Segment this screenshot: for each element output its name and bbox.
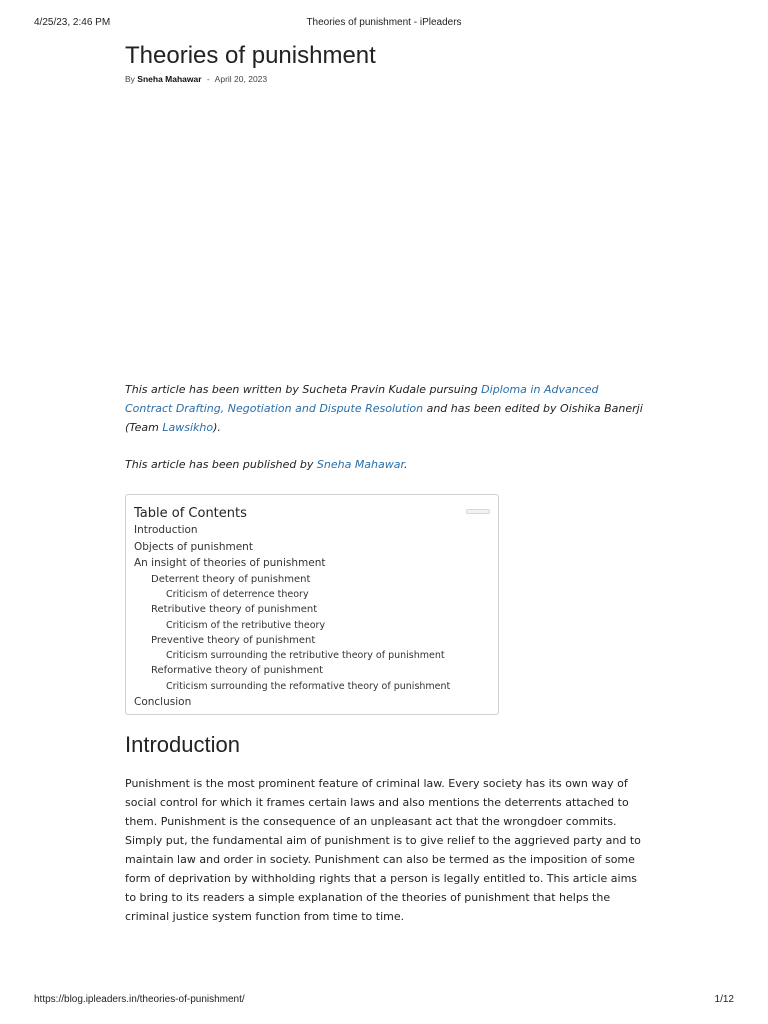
byline bbox=[125, 74, 645, 84]
toc-item[interactable]: Objects of punishment bbox=[134, 540, 253, 553]
toc-toggle-button[interactable] bbox=[466, 509, 490, 514]
print-footer bbox=[34, 994, 734, 1008]
article-credits bbox=[125, 380, 645, 474]
published-by-text: . bbox=[404, 458, 408, 471]
credits-text: and has been edited by Oishika Banerji (Team bbox=[125, 402, 643, 434]
toc-header bbox=[134, 502, 490, 522]
toc-item[interactable]: Criticism surrounding the reformative theory of punishment bbox=[166, 680, 451, 692]
section-heading: Introduction bbox=[125, 732, 240, 757]
toc-item[interactable]: Conclusion bbox=[134, 695, 192, 708]
print-header bbox=[34, 17, 734, 31]
toc-item[interactable]: Introduction bbox=[134, 524, 198, 536]
toc-item[interactable]: Deterrent theory of punishment bbox=[151, 573, 311, 585]
print-url: https://blog.ipleaders.in/theories-of-punishment/ bbox=[34, 994, 245, 1005]
introduction-section bbox=[125, 730, 645, 926]
course-link[interactable]: Diploma in Advanced Contract Drafting, Negotiation and Dispute Resolution bbox=[125, 383, 599, 415]
toc-item[interactable]: Criticism of deterrence theory bbox=[166, 589, 309, 600]
lawsikho-link[interactable]: Lawsikho bbox=[162, 421, 214, 434]
toc-item[interactable]: Criticism of the retributive theory bbox=[166, 619, 326, 631]
article-header bbox=[125, 40, 645, 84]
toc-item[interactable]: Criticism surrounding the retributive theory of punishment bbox=[166, 650, 445, 661]
author-link[interactable]: Sneha Mahawar bbox=[137, 74, 202, 84]
toc-list bbox=[134, 522, 490, 710]
table-of-contents bbox=[125, 494, 499, 715]
toc-item[interactable]: An insight of theories of punishment bbox=[134, 557, 326, 569]
credits-text: This article has been written by Sucheta Pravin Kudale pursuing bbox=[125, 383, 482, 396]
print-page-title: Theories of punishment - iPleaders bbox=[306, 17, 462, 28]
byline-prefix: By bbox=[125, 74, 135, 84]
credits-text: ). bbox=[213, 421, 221, 434]
credits-paragraph bbox=[125, 380, 645, 437]
print-timestamp: 4/25/23, 2:46 PM bbox=[34, 17, 111, 28]
toc-item[interactable]: Preventive theory of punishment bbox=[151, 634, 316, 646]
published-by-text: This article has been published by bbox=[125, 458, 317, 471]
publish-date: April 20, 2023 bbox=[214, 74, 268, 84]
page-number: 1/12 bbox=[714, 994, 734, 1005]
toc-item[interactable]: Retributive theory of punishment bbox=[151, 604, 318, 615]
publisher-link[interactable]: Sneha Mahawar bbox=[316, 458, 405, 471]
toc-item[interactable]: Reformative theory of punishment bbox=[151, 665, 324, 676]
published-by-paragraph bbox=[125, 455, 645, 474]
toc-title: Table of Contents bbox=[134, 506, 247, 521]
introduction-paragraph: Punishment is the most prominent feature of criminal law. Every society has its own way of social control for which it frames certain laws and also mentions the deterrents attached to them. Punishment is the consequence of an unpleasant act that the wrongdoer commits. Simply put, the fundamental aim of punishment is to give relief to the aggrieved party and to maintain law and order in society. Punishment can also be termed as the imposition of some form of deprivation by withholding rights that a person is legally entitled to. This article aims to bring to its readers a simple explanation of the theories of punishment that helps the criminal justice system function from time to time. bbox=[125, 777, 641, 923]
article-title: Theories of punishment bbox=[125, 42, 376, 69]
byline-separator: - bbox=[206, 74, 210, 84]
